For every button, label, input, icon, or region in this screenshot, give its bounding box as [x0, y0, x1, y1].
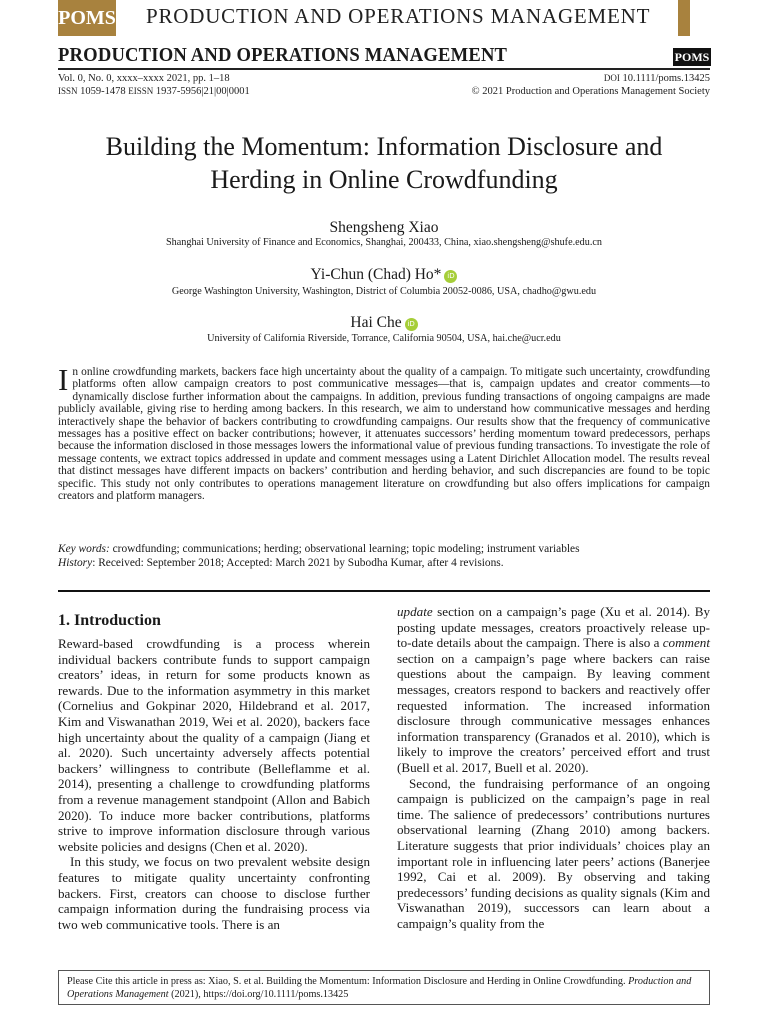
- abstract: In online crowdfunding markets, backers face high uncertainty about the quality of a campaign. To mitigate such uncertainty, crowdfunding platforms often allow campaign creators to post communicative messages—that is, campaign updates and creator comments—to dynamically disclose further information about the campaigns. In addition, previous funding transactions of ongoing campaigns are made publicly available, giving rise to herding among backers. In this research, we aim to understand how communicative messages and herding interactively shape the behavior of backers contributing to crowdfunding campaigns. Our results show that the frequency of communicative messages has a positive effect on backer contributions; however, it attenuates successors’ herding momentum toward predecessors, perhaps because the information disclosed in those messages lowers the informational value of previous funding transactions. To investigate the role of message contents, we extract topics addressed in update and comment messages using a Latent Dirichlet Allocation model. The results reveal that distinct messages have different impacts on backers’ contribution and herding behavior, and such discrepancies are found to be topic specific. This study not only contributes to operations management literature on crowdfunding but also offers implications for campaign creators and platform managers.: [58, 362, 710, 503]
- orcid-icon[interactable]: iD: [405, 318, 418, 331]
- paper-title: Building the Momentum: Information Disclosure and Herding in Online Crowdfunding: [105, 132, 663, 194]
- citation-box: Please Cite this article in press as: Xiao, S. et al. Building the Momentum: Information Disclosure and Herding in Online Crowdfunding. Production and Operations Management (2021), https://doi.org/10.1111/poms.13425: [58, 970, 710, 1005]
- paragraph: In this study, we focus on two prevalent website design features to mitigate quality uncertainty confronting backers. First, creators can choose to disclose further campaign information during the fundraising process via two web communicative tools. There is an: [58, 854, 370, 932]
- poms-logo: POMS: [58, 0, 116, 36]
- journal-name: PRODUCTION AND OPERATIONS MANAGEMENT: [58, 44, 508, 66]
- paragraph: update section on a campaign’s page (Xu et al. 2014). By posting update messages, creators proactively release up-to-date details about the campaign. There is also a comment section on a campaign’s page where backers can raise questions about the campaign. By leaving comment messages, creators respond to backers and reactively offer requested information. The increased information disclosure through communicative messages enhances information transparency (Granados et al. 2010), which is likely to improve the creators’ perceived effort and trust (Buell et al. 2017, Buell et al. 2020).: [397, 604, 710, 775]
- volume-info: Vol. 0, No. 0, xxxx–xxxx 2021, pp. 1–18: [58, 73, 230, 84]
- left-column: [58, 636, 370, 932]
- abstract-dropcap: I: [58, 362, 69, 397]
- section-heading: 1. Introduction: [58, 612, 161, 629]
- section-rule: [58, 590, 710, 592]
- author-affiliation: George Washington University, Washington, District of Columbia 20052-0086, USA, chadho@gwu.edu: [171, 286, 597, 297]
- header-accent-bar: [678, 0, 690, 36]
- author-name: Shengsheng Xiao: [329, 219, 439, 236]
- author-affiliation: University of California Riverside, Torrance, California 90504, USA, hai.che@ucr.edu: [207, 333, 561, 344]
- header-rule: [58, 68, 710, 70]
- doi-info[interactable]: DOI 10.1111/poms.13425: [603, 73, 710, 84]
- author-name: Yi-Chun (Chad) Ho* iD: [0, 266, 768, 284]
- poms-small-logo: POMS: [673, 48, 711, 66]
- issn-info: ISSN 1059-1478 EISSN 1937-5956|21|00|0001: [58, 86, 250, 97]
- orcid-icon[interactable]: iD: [444, 270, 457, 283]
- author-affiliation: Shanghai University of Finance and Economics, Shanghai, 200433, China, xiao.shengsheng@shufe.edu.cn: [165, 237, 603, 248]
- paragraph: Reward-based crowdfunding is a process wherein individual backers contribute funds to support campaign creators’ ideas, in return for some products known as rewards. Due to the information asymmetry in this market (Cornelius and Gokpinar 2020, Hildebrand et al. 2017, Kim and Viswanathan 2019, Wei et al. 2020), backers face high uncertainty about the quality of a campaign (Jiang et al. 2020). Such uncertainty adversely affects potential backers’ willingness to contribute (Belleflamme et al. 2014), presenting a challenge to crowdfunding platforms from a revenue management standpoint (Allon and Babich 2020). To induce more backer contributions, platforms strive to improve information disclosure through various website policies and designs (Chen et al. 2020).: [58, 636, 370, 854]
- paragraph: Second, the fundraising performance of an ongoing campaign is publicized on the campaign’s page in real time. The salience of predecessors’ contributions nurtures observational learning (Zhang 2010) among backers. Literature suggests that prior individuals’ choices play an important role in influencing later peers’ actions (Banerjee 1992, Cai et al. 2009). By observing and taking predecessors’ funding decisions as quality signals (Kim and Viswanathan 2019), successors can learn about a campaign’s quality from the: [397, 775, 710, 931]
- copyright-info: © 2021 Production and Operations Management Society: [471, 86, 710, 97]
- running-header-title: PRODUCTION AND OPERATIONS MANAGEMENT: [146, 4, 651, 28]
- right-column: [397, 604, 710, 931]
- author-name: Hai Che iD: [0, 314, 768, 332]
- keywords: Key words: crowdfunding; communications; herding; observational learning; topic modeling; instrument variables History: Received: September 2018; Accepted: March 2021 by Subodha Kumar, after 4 revisions.: [58, 543, 580, 569]
